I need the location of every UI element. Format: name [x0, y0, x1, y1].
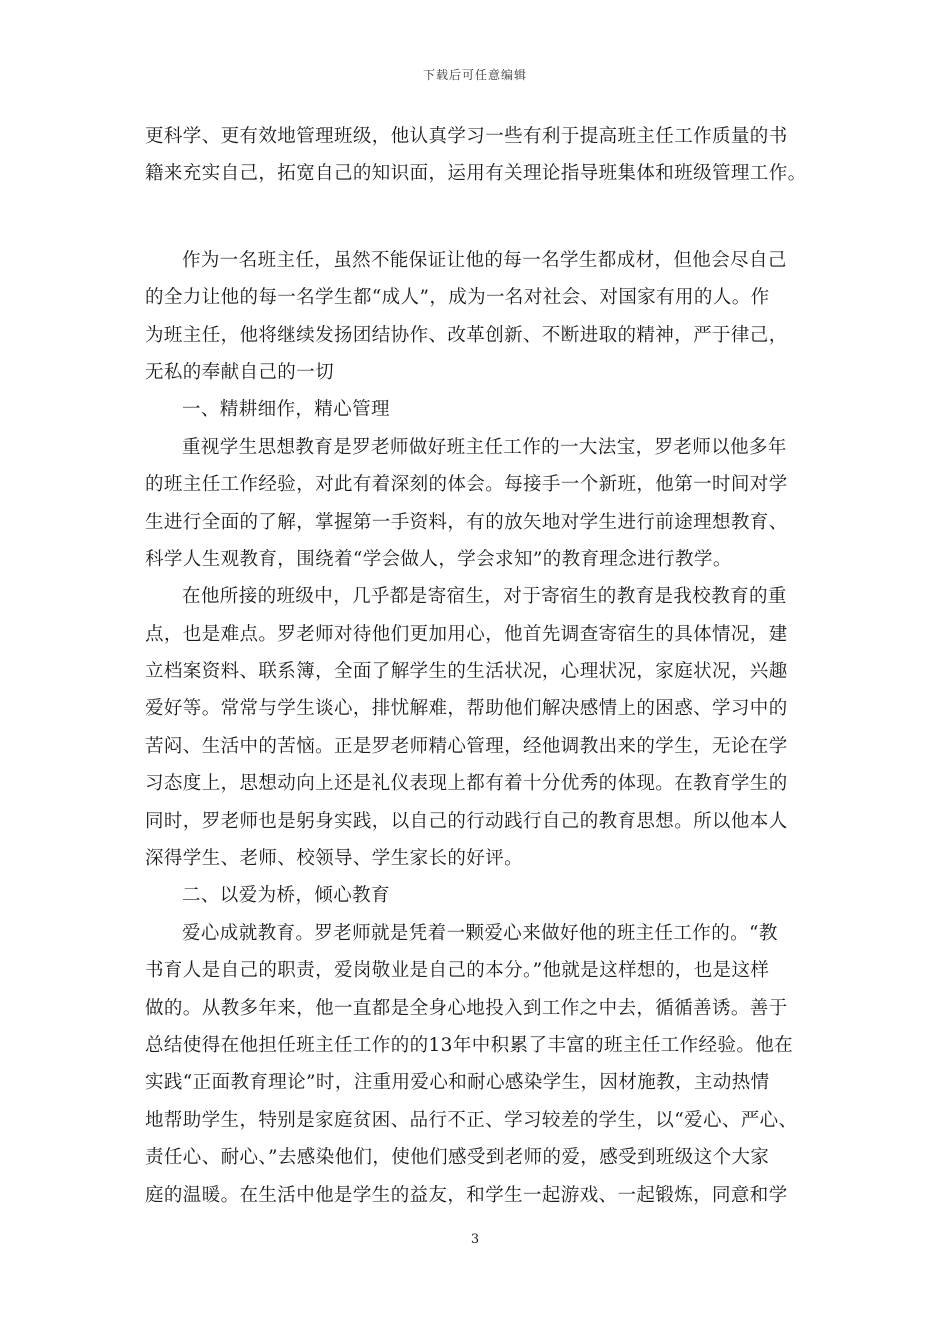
text-line: 地帮助学生，特别是家庭贫困、品行不正、学习较差的学生，以“爱心、严心、 — [145, 1109, 798, 1131]
text-line: 书育人是自己的职责，爱岗敬业是自己的本分。”他就是这样想的，也是这样 — [145, 960, 770, 982]
text-line: 总结使得在他担任班主任工作的的13年中积累了丰富的班主任工作经验。他在 — [145, 1034, 794, 1056]
paragraph — [145, 429, 810, 579]
text-line: 苦闷、生活中的苦恼。正是罗老师精心管理，经他调教出来的学生，无论在学 — [145, 735, 788, 757]
text-line: 同时，罗老师也是躬身实践，以自己的行动践行自己的教育思想。所以他本人 — [145, 810, 788, 832]
text-line: 做的。从教多年来，他一直都是全身心地投入到工作之中去，循循善诱。善于 — [145, 997, 788, 1019]
page-header: 下载后可任意编辑 — [422, 68, 527, 82]
text-line: 责任心、耐心、”去感染他们，使他们感受到老师的爱，感受到班级这个大家 — [145, 1147, 770, 1169]
text-line: 深得学生、老师、校领导、学生家长的好评。 — [145, 848, 524, 870]
text-line: 实践“正面教育理论”时，注重用爱心和耐心感染学生，因材施教，主动热情 — [145, 1072, 770, 1094]
section-heading — [145, 391, 810, 428]
paragraph — [145, 578, 810, 877]
heading-text: 一、精耕细作，精心管理 — [182, 399, 390, 421]
paragraph — [145, 118, 810, 193]
document-body — [145, 118, 810, 1214]
paragraph — [145, 242, 810, 392]
text-line: 在他所接的班级中，几乎都是寄宿生，对于寄宿生的教育是我校教育的重 — [182, 586, 787, 608]
text-line: 更科学、更有效地管理班级，他认真学习一些有利于提高班主任工作质量的书 — [145, 126, 788, 147]
text-line: 爱好等。常常与学生谈心，排忧解难，帮助他们解决感情上的困惑、学习中的 — [145, 698, 788, 720]
heading-text: 二、以爱为桥，倾心教育 — [182, 885, 390, 907]
text-line: 科学人生观教育，围绕着“学会做人，学会求知”的教育理念进行教学。 — [145, 548, 732, 570]
page-number: 3 — [470, 1232, 480, 1247]
text-line: 爱心成就教育。罗老师就是凭着一颗爱心来做好他的班主任工作的。“教 — [182, 922, 778, 944]
text-line: 庭的温暖。在生活中他是学生的益友，和学生一起游戏、一起锻炼，同意和学 — [145, 1184, 788, 1206]
paragraph-spacer — [145, 193, 810, 242]
text-line: 点，也是难点。罗老师对待他们更加用心，他首先调查寄宿生的具体情况，建 — [145, 623, 788, 645]
text-line: 生进行全面的了解，掌握第一手资料，有的放矢地对学生进行前途理想教育、 — [145, 511, 788, 533]
text-line: 重视学生思想教育是罗老师做好班主任工作的一大法宝，罗老师以他多年 — [182, 436, 787, 458]
paragraph — [145, 915, 810, 1214]
section-heading — [145, 877, 810, 914]
text-line: 为班主任，他将继续发扬团结协作、改革创新、不断进取的精神，严于律己， — [145, 324, 788, 346]
text-line: 籍来充实自己，拓宽自己的知识面，运用有关理论指导班集体和班级管理工作。 — [145, 163, 807, 185]
text-line: 的班主任工作经验，对此有着深刻的体会。每接手一个新班，他第一时间对学 — [145, 474, 788, 496]
text-line: 立档案资料、联系簿，全面了解学生的生活状况，心理状况，家庭状况，兴趣 — [145, 661, 788, 683]
text-line: 作为一名班主任，虽然不能保证让他的每一名学生都成材，但他会尽自己 — [182, 249, 787, 271]
text-line: 的全力让他的每一名学生都“成人”，成为一名对社会、对国家有用的人。作 — [145, 287, 770, 309]
text-line: 无私的奉献自己的一切 — [145, 361, 335, 383]
text-line: 习态度上，思想动向上还是礼仪表现上都有着十分优秀的体现。在教育学生的 — [145, 773, 788, 795]
